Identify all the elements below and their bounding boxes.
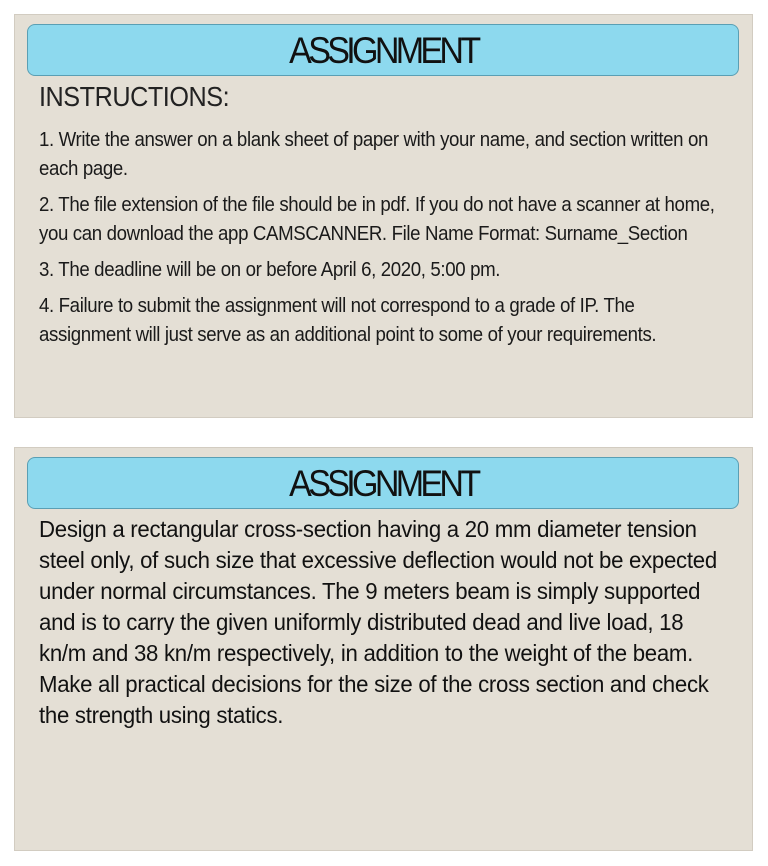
banner-title: ASSIGNMENT	[288, 30, 478, 71]
instruction-item: 3. The deadline will be on or before April 6, 2020, 5:00 pm.	[39, 258, 501, 281]
instruction-item: 1. Write the answer on a blank sheet of paper with your name, and section written on each page.	[39, 128, 709, 180]
assignment-slide	[14, 447, 753, 851]
problem-text: Design a rectangular cross-section having a 20 mm diameter tension steel only, of such size that excessive deflection would not be expected under normal circumstances. The 9 meters beam is simply supported and is to carry the given uniformly distributed dead and live load, 18 kn/m and 38 kn/m respectively, in addition to the weight of the beam. Make all practical decisions for the size of the cross section and check the strength using statics.	[39, 516, 717, 728]
instruction-item: 2. The file extension of the file should be in pdf. If you do not have a scanner at home, you can download the app CAMSCANNER. File Name Format: Surname_Section	[39, 193, 715, 245]
instructions-list	[39, 125, 739, 356]
banner-title: ASSIGNMENT	[288, 463, 478, 504]
instructions-slide	[14, 14, 753, 418]
assignment-banner	[27, 24, 739, 76]
assignment-banner	[27, 457, 739, 509]
instruction-item: 4. Failure to submit the assignment will not correspond to a grade of IP. The assignment will just serve as an additional point to some of your requirements.	[39, 294, 657, 346]
instructions-heading: INSTRUCTIONS:	[39, 81, 230, 112]
problem-statement	[39, 514, 739, 731]
